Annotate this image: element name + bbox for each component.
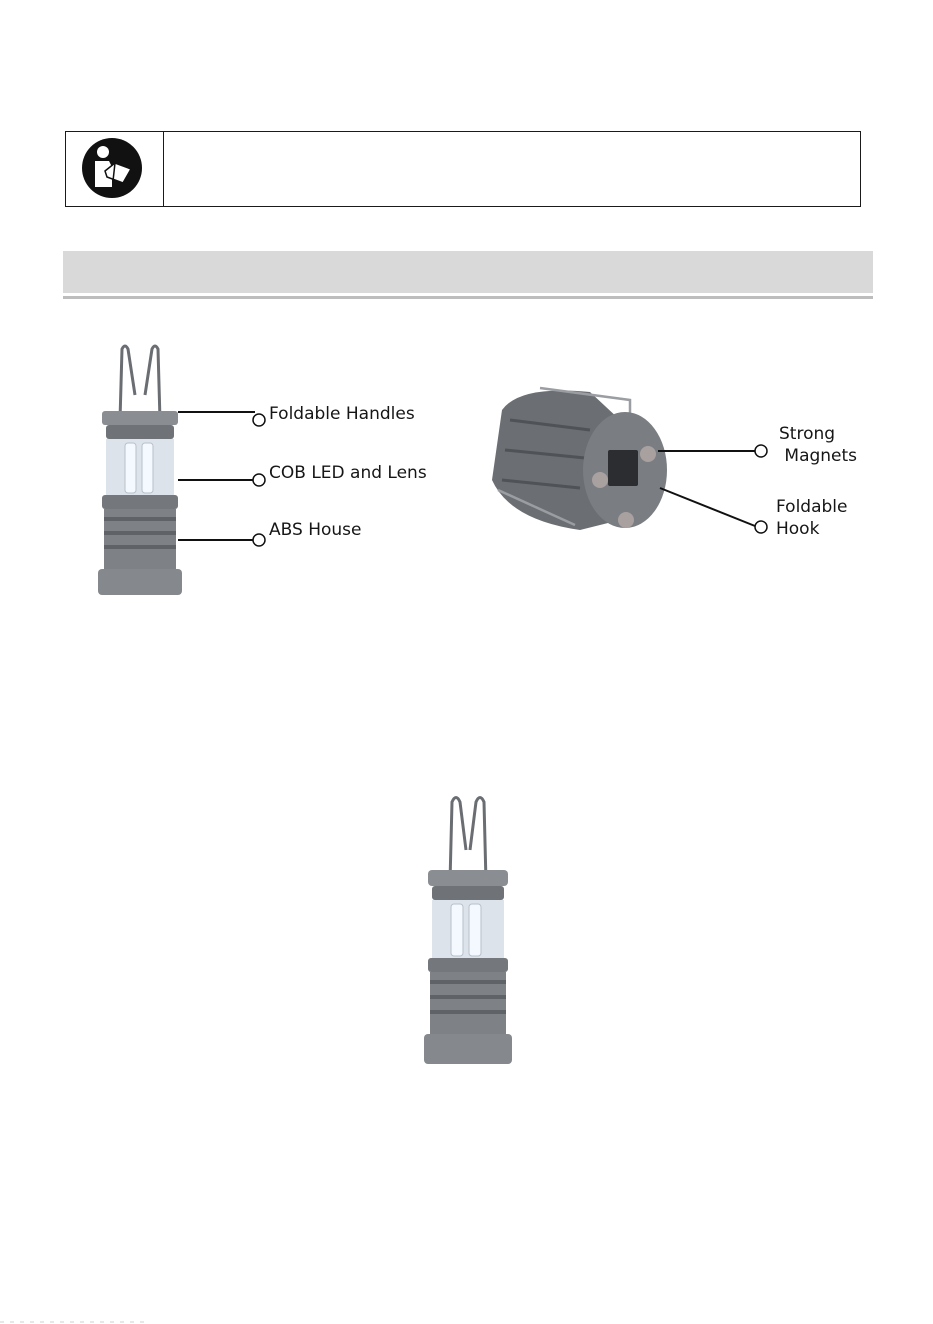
section-heading-bar xyxy=(63,251,873,293)
callout-dot-led xyxy=(253,474,265,486)
callout-dot-handles xyxy=(253,414,265,426)
notice-icon-cell xyxy=(66,132,164,206)
lantern-product-image xyxy=(424,798,512,1065)
label-cob-led: COB LED and Lens xyxy=(269,463,427,483)
callout-dot-hook xyxy=(755,521,767,533)
callout-dot-house xyxy=(253,534,265,546)
lantern-bottom-figure xyxy=(480,380,780,550)
callout-line-hook xyxy=(660,488,755,526)
section-rule xyxy=(63,296,873,299)
label-foldable-handles: Foldable Handles xyxy=(269,404,415,424)
label-abs-house: ABS House xyxy=(269,520,362,540)
label-hook: Hook xyxy=(776,519,820,539)
read-manual-notice xyxy=(65,131,861,207)
lantern-front-image xyxy=(98,346,182,595)
read-manual-icon xyxy=(81,137,143,199)
label-foldable: Foldable xyxy=(776,497,848,517)
page-bottom-edge xyxy=(0,1318,933,1324)
lantern-product-figure xyxy=(410,790,522,1070)
callout-dot-magnets xyxy=(755,445,767,457)
label-strong: Strong xyxy=(779,424,836,444)
label-magnets: Magnets xyxy=(779,446,858,466)
lantern-bottom-image xyxy=(492,388,667,530)
